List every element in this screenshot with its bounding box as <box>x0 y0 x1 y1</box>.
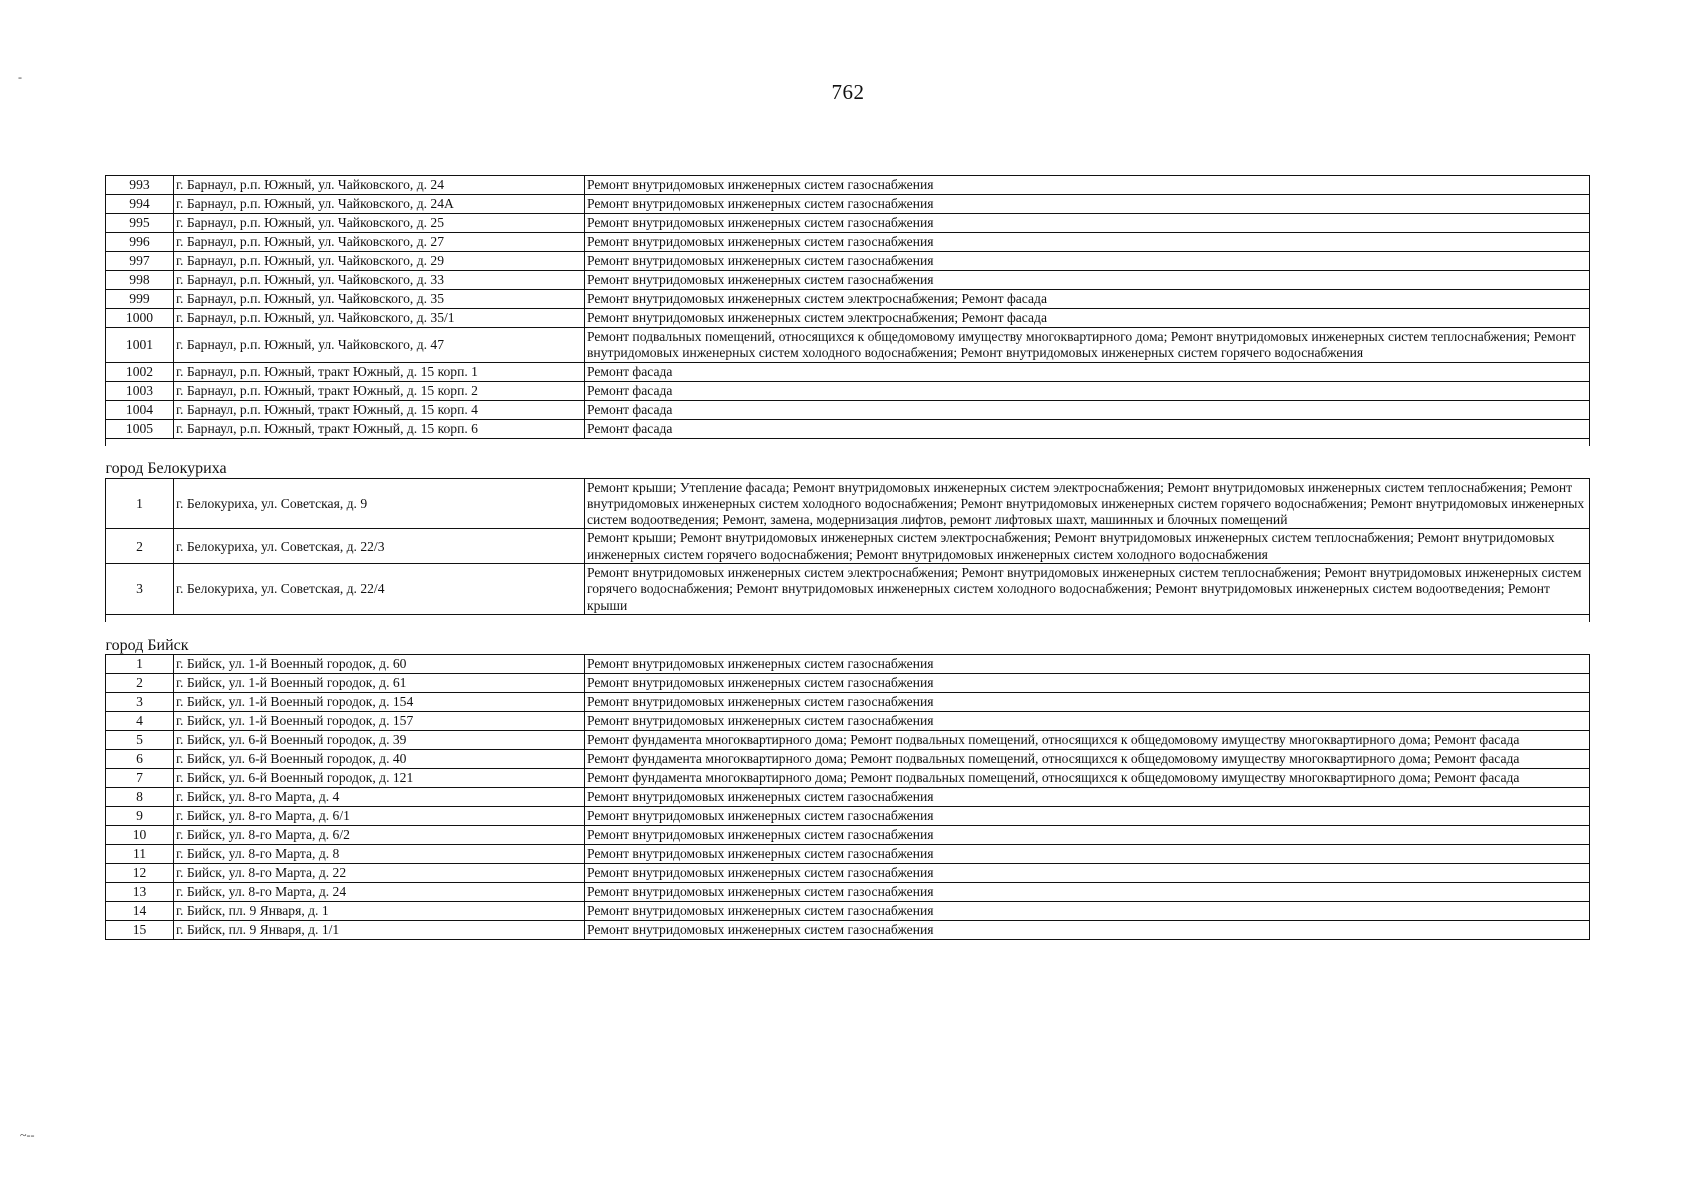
row-address: г. Барнаул, р.п. Южный, ул. Чайковского, д. 24 <box>174 176 585 195</box>
repair-table-container <box>105 175 1589 940</box>
row-work-description: Ремонт внутридомовых инженерных систем газоснабжения <box>585 176 1590 195</box>
table-row <box>106 176 1590 195</box>
row-address: г. Барнаул, р.п. Южный, ул. Чайковского, д. 47 <box>174 328 585 363</box>
row-number: 11 <box>106 844 174 863</box>
row-number: 996 <box>106 233 174 252</box>
row-address: г. Бийск, пл. 9 Января, д. 1 <box>174 901 585 920</box>
row-work-description: Ремонт внутридомовых инженерных систем газоснабжения <box>585 692 1590 711</box>
row-number: 3 <box>106 564 174 615</box>
group-spacer <box>106 438 1590 446</box>
row-work-description: Ремонт внутридомовых инженерных систем электроснабжения; Ремонт фасада <box>585 290 1590 309</box>
table-row <box>106 233 1590 252</box>
row-work-description: Ремонт фундамента многоквартирного дома; Ремонт подвальных помещений, относящихся к общедомовому имуществу многоквартирного дома; Ремонт фасада <box>585 768 1590 787</box>
row-address: г. Белокуриха, ул. Советская, д. 22/4 <box>174 564 585 615</box>
row-number: 1 <box>106 478 174 529</box>
row-address: г. Бийск, ул. 1-й Военный городок, д. 61 <box>174 673 585 692</box>
repair-table <box>105 175 1590 940</box>
table-row <box>106 564 1590 615</box>
row-work-description: Ремонт фасада <box>585 362 1590 381</box>
table-row <box>106 692 1590 711</box>
section-title: город Белокуриха <box>106 446 585 479</box>
row-address: г. Бийск, ул. 8-го Марта, д. 22 <box>174 863 585 882</box>
table-row <box>106 381 1590 400</box>
table-row <box>106 806 1590 825</box>
row-address: г. Барнаул, р.п. Южный, тракт Южный, д. 15 корп. 2 <box>174 381 585 400</box>
row-work-description: Ремонт внутридомовых инженерных систем газоснабжения <box>585 863 1590 882</box>
row-work-description: Ремонт внутридомовых инженерных систем газоснабжения <box>585 195 1590 214</box>
row-address: г. Бийск, ул. 6-й Военный городок, д. 40 <box>174 749 585 768</box>
row-number: 7 <box>106 768 174 787</box>
group-spacer-cell <box>106 438 1590 446</box>
table-row <box>106 920 1590 939</box>
table-row <box>106 309 1590 328</box>
table-row <box>106 290 1590 309</box>
table-row <box>106 400 1590 419</box>
scan-mark: ~-- <box>20 1128 35 1142</box>
row-work-description: Ремонт внутридомовых инженерных систем электроснабжения; Ремонт фасада <box>585 309 1590 328</box>
group-spacer <box>106 614 1590 622</box>
row-number: 12 <box>106 863 174 882</box>
row-number: 997 <box>106 252 174 271</box>
row-number: 8 <box>106 787 174 806</box>
row-address: г. Бийск, ул. 8-го Марта, д. 24 <box>174 882 585 901</box>
row-work-description: Ремонт внутридомовых инженерных систем газоснабжения <box>585 920 1590 939</box>
row-work-description: Ремонт фасада <box>585 381 1590 400</box>
row-number: 999 <box>106 290 174 309</box>
table-row <box>106 328 1590 363</box>
table-row <box>106 673 1590 692</box>
row-number: 3 <box>106 692 174 711</box>
row-address: г. Бийск, ул. 8-го Марта, д. 6/2 <box>174 825 585 844</box>
row-number: 4 <box>106 711 174 730</box>
table-row <box>106 214 1590 233</box>
row-number: 1004 <box>106 400 174 419</box>
row-address: г. Бийск, ул. 8-го Марта, д. 4 <box>174 787 585 806</box>
row-work-description: Ремонт крыши; Ремонт внутридомовых инженерных систем электроснабжения; Ремонт внутридомовых инженерных систем теплоснабжения; Ремонт внутридомовых инженерных систем горячего водоснабжения; Ремонт внутридомовых инженерных систем холодного водоснабжения <box>585 529 1590 564</box>
row-address: г. Барнаул, р.п. Южный, тракт Южный, д. 15 корп. 1 <box>174 362 585 381</box>
table-row <box>106 654 1590 673</box>
table-row <box>106 825 1590 844</box>
row-work-description: Ремонт внутридомовых инженерных систем газоснабжения <box>585 673 1590 692</box>
row-number: 1003 <box>106 381 174 400</box>
row-address: г. Бийск, ул. 6-й Военный городок, д. 121 <box>174 768 585 787</box>
row-number: 2 <box>106 673 174 692</box>
table-row <box>106 529 1590 564</box>
row-work-description: Ремонт внутридомовых инженерных систем газоснабжения <box>585 233 1590 252</box>
section-title-filler <box>585 622 1590 655</box>
section-header-row <box>106 446 1590 479</box>
row-number: 993 <box>106 176 174 195</box>
table-row <box>106 362 1590 381</box>
row-work-description: Ремонт внутридомовых инженерных систем газоснабжения <box>585 882 1590 901</box>
row-address: г. Белокуриха, ул. Советская, д. 9 <box>174 478 585 529</box>
row-work-description: Ремонт крыши; Утепление фасада; Ремонт внутридомовых инженерных систем электроснабжения; Ремонт внутридомовых инженерных систем теплоснабжения; Ремонт внутридомовых инженерных систем холодного водоснабжения; Ремонт внутридомовых инженерных систем горячего водоснабжения; Ремонт внутридомовых инженерных систем водоотведения; Ремонт, замена, модернизация лифтов, ремонт лифтовых шахт, машинных и блочных помещений <box>585 478 1590 529</box>
table-row <box>106 711 1590 730</box>
table-row <box>106 901 1590 920</box>
repair-table-body <box>106 176 1590 940</box>
row-address: г. Барнаул, р.п. Южный, ул. Чайковского, д. 25 <box>174 214 585 233</box>
section-title-filler <box>585 446 1590 479</box>
row-number: 2 <box>106 529 174 564</box>
row-address: г. Барнаул, р.п. Южный, ул. Чайковского, д. 27 <box>174 233 585 252</box>
row-work-description: Ремонт внутридомовых инженерных систем газоснабжения <box>585 844 1590 863</box>
row-number: 5 <box>106 730 174 749</box>
table-row <box>106 730 1590 749</box>
table-row <box>106 844 1590 863</box>
row-number: 9 <box>106 806 174 825</box>
row-address: г. Бийск, ул. 1-й Военный городок, д. 60 <box>174 654 585 673</box>
row-work-description: Ремонт подвальных помещений, относящихся к общедомовому имуществу многоквартирного дома; Ремонт внутридомовых инженерных систем теплоснабжения; Ремонт внутридомовых инженерных систем холодного водоснабжения; Ремонт внутридомовых инженерных систем горячего водоснабжения <box>585 328 1590 363</box>
row-address: г. Бийск, ул. 6-й Военный городок, д. 39 <box>174 730 585 749</box>
row-number: 1002 <box>106 362 174 381</box>
row-number: 1 <box>106 654 174 673</box>
table-row <box>106 749 1590 768</box>
row-work-description: Ремонт внутридомовых инженерных систем газоснабжения <box>585 825 1590 844</box>
row-number: 6 <box>106 749 174 768</box>
row-work-description: Ремонт внутридомовых инженерных систем газоснабжения <box>585 787 1590 806</box>
group-spacer-cell <box>106 614 1590 622</box>
row-address: г. Бийск, ул. 1-й Военный городок, д. 154 <box>174 692 585 711</box>
row-number: 1001 <box>106 328 174 363</box>
row-address: г. Барнаул, р.п. Южный, ул. Чайковского, д. 35 <box>174 290 585 309</box>
row-work-description: Ремонт фундамента многоквартирного дома; Ремонт подвальных помещений, относящихся к общедомовому имуществу многоквартирного дома; Ремонт фасада <box>585 730 1590 749</box>
row-address: г. Белокуриха, ул. Советская, д. 22/3 <box>174 529 585 564</box>
table-row <box>106 787 1590 806</box>
section-title: город Бийск <box>106 622 585 655</box>
row-work-description: Ремонт внутридомовых инженерных систем газоснабжения <box>585 214 1590 233</box>
table-row <box>106 271 1590 290</box>
scan-mark: - <box>18 70 22 84</box>
table-row <box>106 768 1590 787</box>
row-work-description: Ремонт внутридомовых инженерных систем газоснабжения <box>585 901 1590 920</box>
table-row <box>106 419 1590 438</box>
row-address: г. Барнаул, р.п. Южный, тракт Южный, д. 15 корп. 4 <box>174 400 585 419</box>
row-address: г. Бийск, пл. 9 Января, д. 1/1 <box>174 920 585 939</box>
row-work-description: Ремонт внутридомовых инженерных систем электроснабжения; Ремонт внутридомовых инженерных систем теплоснабжения; Ремонт внутридомовых инженерных систем горячего водоснабжения; Ремонт внутридомовых инженерных систем холодного водоснабжения; Ремонт внутридомовых инженерных систем водоотведения; Ремонт крыши <box>585 564 1590 615</box>
row-number: 1005 <box>106 419 174 438</box>
table-row <box>106 882 1590 901</box>
row-number: 995 <box>106 214 174 233</box>
row-number: 994 <box>106 195 174 214</box>
row-address: г. Барнаул, р.п. Южный, тракт Южный, д. 15 корп. 6 <box>174 419 585 438</box>
row-work-description: Ремонт фасада <box>585 419 1590 438</box>
row-address: г. Бийск, ул. 1-й Военный городок, д. 157 <box>174 711 585 730</box>
row-work-description: Ремонт фундамента многоквартирного дома; Ремонт подвальных помещений, относящихся к общедомовому имуществу многоквартирного дома; Ремонт фасада <box>585 749 1590 768</box>
table-row <box>106 252 1590 271</box>
row-work-description: Ремонт внутридомовых инженерных систем газоснабжения <box>585 271 1590 290</box>
row-address: г. Бийск, ул. 8-го Марта, д. 8 <box>174 844 585 863</box>
row-number: 10 <box>106 825 174 844</box>
row-work-description: Ремонт внутридомовых инженерных систем газоснабжения <box>585 711 1590 730</box>
table-row <box>106 863 1590 882</box>
table-row <box>106 195 1590 214</box>
row-number: 998 <box>106 271 174 290</box>
row-work-description: Ремонт внутридомовых инженерных систем газоснабжения <box>585 806 1590 825</box>
row-number: 14 <box>106 901 174 920</box>
row-address: г. Барнаул, р.п. Южный, ул. Чайковского, д. 33 <box>174 271 585 290</box>
row-work-description: Ремонт внутридомовых инженерных систем газоснабжения <box>585 654 1590 673</box>
row-address: г. Барнаул, р.п. Южный, ул. Чайковского, д. 24А <box>174 195 585 214</box>
row-number: 1000 <box>106 309 174 328</box>
table-row <box>106 478 1590 529</box>
section-header-row <box>106 622 1590 655</box>
row-address: г. Барнаул, р.п. Южный, ул. Чайковского, д. 35/1 <box>174 309 585 328</box>
row-work-description: Ремонт фасада <box>585 400 1590 419</box>
row-work-description: Ремонт внутридомовых инженерных систем газоснабжения <box>585 252 1590 271</box>
row-number: 13 <box>106 882 174 901</box>
row-number: 15 <box>106 920 174 939</box>
row-address: г. Барнаул, р.п. Южный, ул. Чайковского, д. 29 <box>174 252 585 271</box>
page-number: 762 <box>831 80 865 104</box>
row-address: г. Бийск, ул. 8-го Марта, д. 6/1 <box>174 806 585 825</box>
